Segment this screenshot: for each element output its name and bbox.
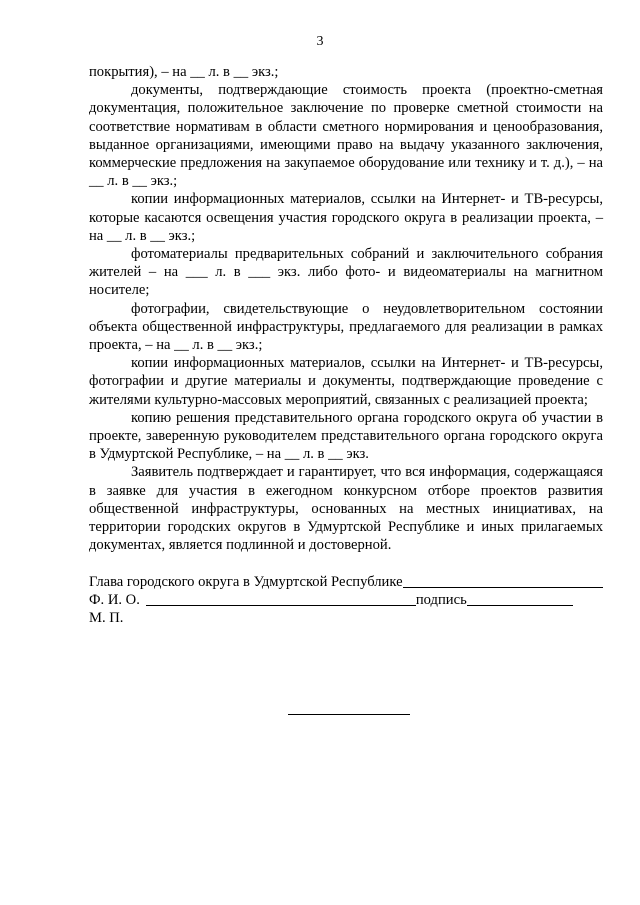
fio-blank-line <box>146 591 416 606</box>
paragraph-object-photos: фотографии, свидетельствующие о неудовлетворительном состоянии объекта общественной инфраструктуры, предлагаемого для реализации в рамках проекта, – на __ л. в __ экз.; <box>89 300 603 354</box>
fio-label: Ф. И. О. <box>89 592 140 609</box>
paragraph-cost-documents: документы, подтверждающие стоимость проекта (проектно-сметная документация, положительное заключение по проверке сметной стоимости на соответствие нормативам в области сметного нормирования и ценообразования, выданное организациями, имеющими право на выдачу указанного заключения, коммерческие предложения на закупаемое оборудование или технику и т. д.), – на __ л. в __ экз.; <box>89 82 603 190</box>
signature-block <box>89 573 603 628</box>
head-signature-line <box>89 573 603 591</box>
sign-blank-line <box>467 591 573 606</box>
paragraph-meeting-photos: фотоматериалы предварительных собраний и заключительного собрания жителей – на ___ л. в ___ экз. либо фото- и видеоматериалы на магнитном носителе; <box>89 246 603 299</box>
paragraph-cover-continuation: покрытия), – на __ л. в __ экз.; <box>89 64 279 80</box>
head-blank-line <box>403 573 603 588</box>
document-body <box>89 63 603 554</box>
separator-line <box>288 714 410 715</box>
paragraph-event-materials: копии информационных материалов, ссылки на Интернет- и ТВ-ресурсы, фотографии и другие материалы и документы, подтверждающие проведение с жителями культурно-массовых мероприятий, связанных с реализацией проекта; <box>89 355 603 408</box>
page-number: 3 <box>316 34 324 49</box>
head-label: Глава городского округа в Удмуртской Республике <box>89 574 403 590</box>
paragraph-applicant-guarantee: Заявитель подтверждает и гарантирует, что вся информация, содержащаяся в заявке для участия в ежегодном конкурсном отборе проектов развития общественной инфраструктуры, основанных на местных инициативах, на территории городских округов в Удмуртской Республике и иных прилагаемых документах, является подлинной и достоверной. <box>89 464 603 554</box>
sign-label: подпись <box>415 592 467 609</box>
paragraph-media-materials: копии информационных материалов, ссылки на Интернет- и ТВ-ресурсы, которые касаются освещения участия городского округа в реализации проекта, – на __ л. в __ экз.; <box>89 191 603 244</box>
fio-signature-line <box>89 591 603 609</box>
paragraph-council-decision: копию решения представительного органа городского округа об участии в проекте, заверенную руководителем представительного органа городского округа в Удмуртской Республике, – на __ л. в __ экз. <box>89 409 603 463</box>
stamp-label: М. П. <box>89 610 124 627</box>
